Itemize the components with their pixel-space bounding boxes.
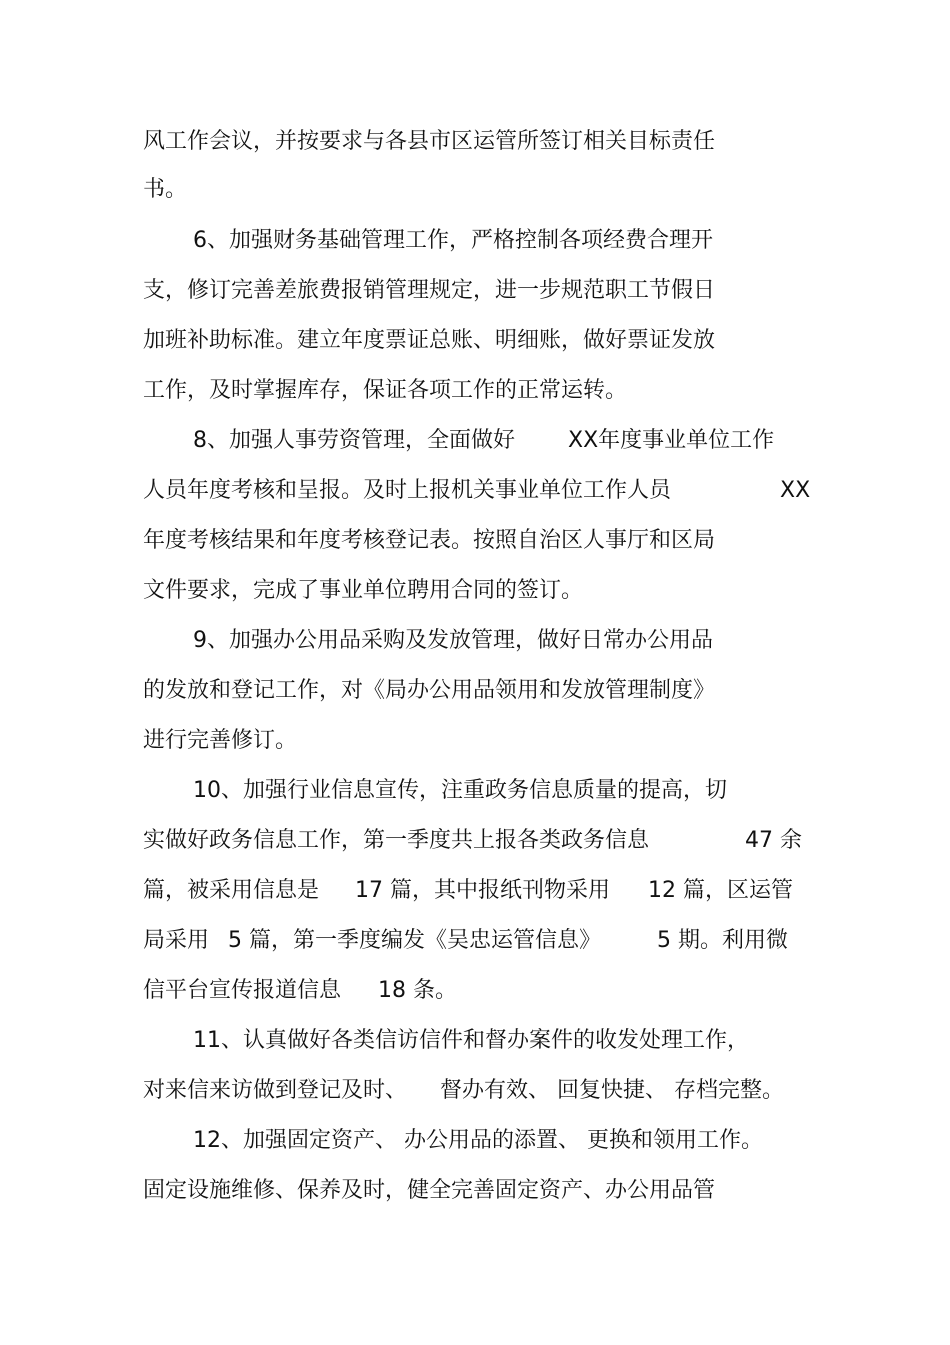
text-segment: 督办有效、 回复快捷、 存档完整。	[440, 1078, 784, 1103]
text-segment: 对来信来访做到登记及时、	[143, 1078, 408, 1103]
text-segment: 的发放和登记工作，对《局办公用品领用和发放管理制度》	[143, 678, 716, 703]
text-segment: 5 期。利用微	[657, 928, 788, 953]
text-segment: 加班补助标准。建立年度票证总账、明细账，做好票证发放	[143, 328, 716, 353]
text-segment: 11、认真做好各类信访信件和督办案件的收发处理工作，	[193, 1028, 749, 1053]
text-segment: 9、加强办公用品采购及发放管理，做好日常办公用品	[193, 628, 713, 653]
text-segment: 47 余	[745, 828, 802, 853]
text-segment: XX	[780, 478, 811, 503]
text-segment: 实做好政务信息工作，第一季度共上报各类政务信息	[143, 828, 650, 853]
text-segment: 人员年度考核和呈报。及时上报机关事业单位工作人员	[143, 478, 672, 503]
text-segment: 篇，被采用信息是	[143, 878, 320, 903]
text-segment: 风工作会议，并按要求与各县市区运管所签订相关目标责任	[143, 129, 716, 154]
text-segment: 17 篇，其中报纸刊物采用	[355, 878, 610, 903]
text-segment: 10、加强行业信息宣传，注重政务信息质量的提高，切	[193, 778, 727, 803]
text-segment: 进行完善修订。	[143, 728, 298, 753]
text-segment: 书。	[143, 177, 188, 202]
text-segment: 12 篇，区运管	[648, 878, 793, 903]
text-segment: 工作，及时掌握库存，保证各项工作的正常运转。	[143, 378, 628, 403]
text-segment: 局采用	[143, 928, 210, 953]
text-segment: 信平台宣传报道信息	[143, 978, 342, 1003]
text-segment: 支，修订完善差旅费报销管理规定，进一步规范职工节假日	[143, 278, 716, 303]
text-segment: 8、加强人事劳资管理，全面做好	[193, 428, 515, 453]
text-segment: 6、加强财务基础管理工作，严格控制各项经费合理开	[193, 228, 713, 253]
text-segment: XX年度事业单位工作	[568, 428, 775, 453]
text-segment: 文件要求，完成了事业单位聘用合同的签订。	[143, 578, 584, 603]
text-segment: 18 条。	[378, 978, 457, 1003]
text-segment: 12、加强固定资产、 办公用品的添置、 更换和领用工作。	[193, 1128, 763, 1153]
text-segment: 年度考核结果和年度考核登记表。按照自治区人事厅和区局	[143, 528, 716, 553]
text-segment: 5 篇，第一季度编发《吴忠运管信息》	[228, 928, 601, 953]
text-segment: 固定设施维修、保养及时，健全完善固定资产、办公用品管	[143, 1178, 716, 1203]
